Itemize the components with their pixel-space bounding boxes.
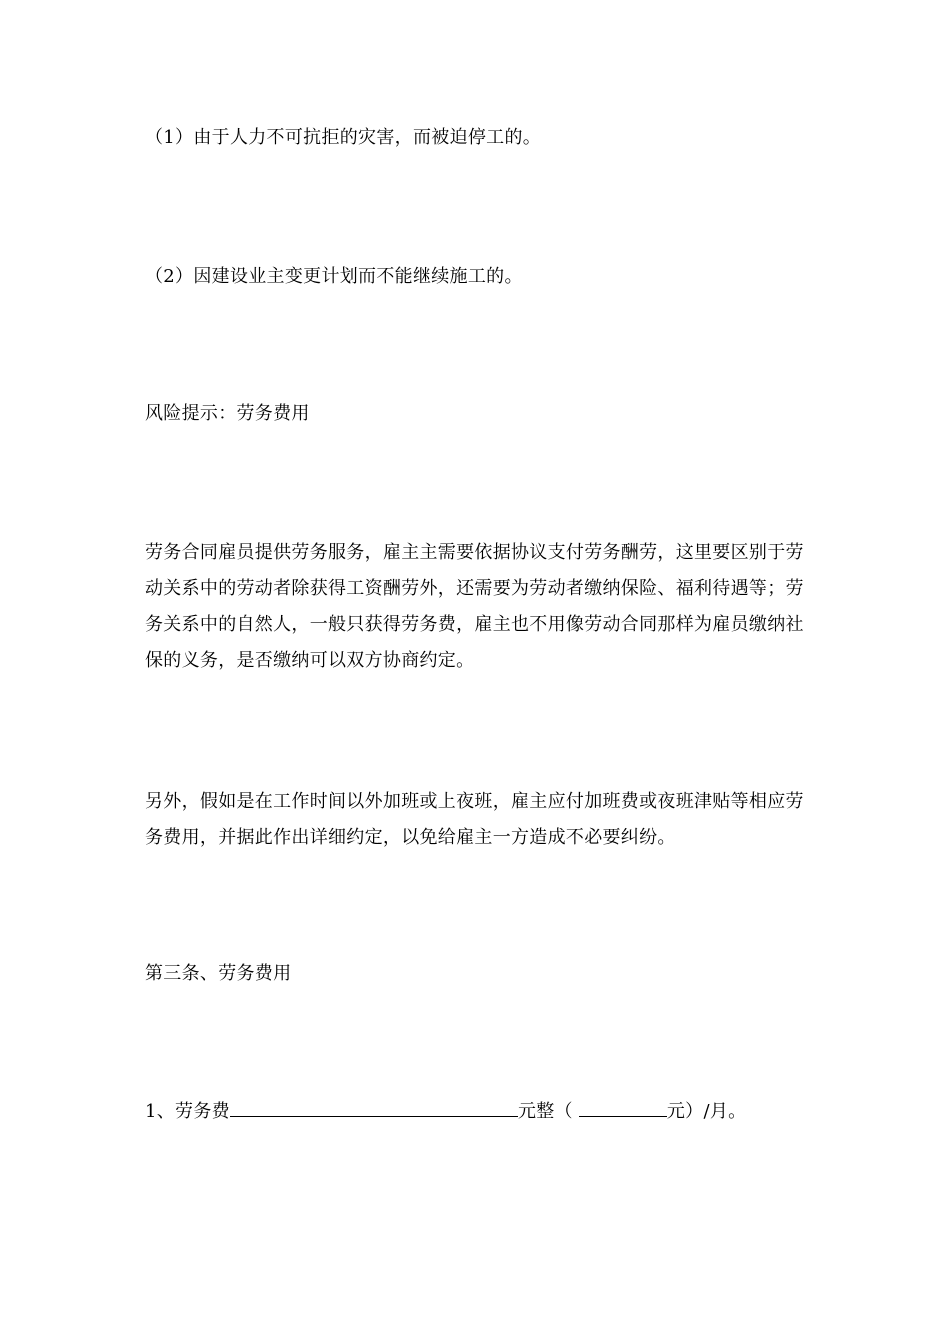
risk-paragraph-2: 另外，假如是在工作时间以外加班或上夜班，雇主应付加班费或夜班津贴等相应劳务费用，并据此作出详细约定，以免给雇主一方造成不必要纠纷。 xyxy=(145,791,804,848)
fee-amount-blank[interactable] xyxy=(230,1096,518,1117)
fee-suffix: 元）/月。 xyxy=(666,1101,747,1122)
fee-prefix: 1、劳务费 xyxy=(145,1101,230,1122)
fee-figure-blank[interactable] xyxy=(579,1096,667,1117)
risk-heading: 风险提示：劳务费用 xyxy=(145,403,310,424)
fee-line xyxy=(145,1094,810,1130)
fee-middle: 元整（ xyxy=(517,1101,579,1122)
clause-item-1: （1）由于人力不可抗拒的灾害，而被迫停工的。 xyxy=(145,127,542,148)
clause-item-2: （2）因建设业主变更计划而不能继续施工的。 xyxy=(145,266,523,287)
risk-paragraph-1: 劳务合同雇员提供劳务服务，雇主主需要依据协议支付劳务酬劳，这里要区别于劳动关系中的劳动者除获得工资酬劳外，还需要为劳动者缴纳保险、福利待遇等；劳务关系中的自然人，一般只获得劳务费，雇主也不用像劳动合同那样为雇员缴纳社保的义务，是否缴纳可以双方协商约定。 xyxy=(145,542,804,671)
article-heading: 第三条、劳务费用 xyxy=(145,963,292,984)
